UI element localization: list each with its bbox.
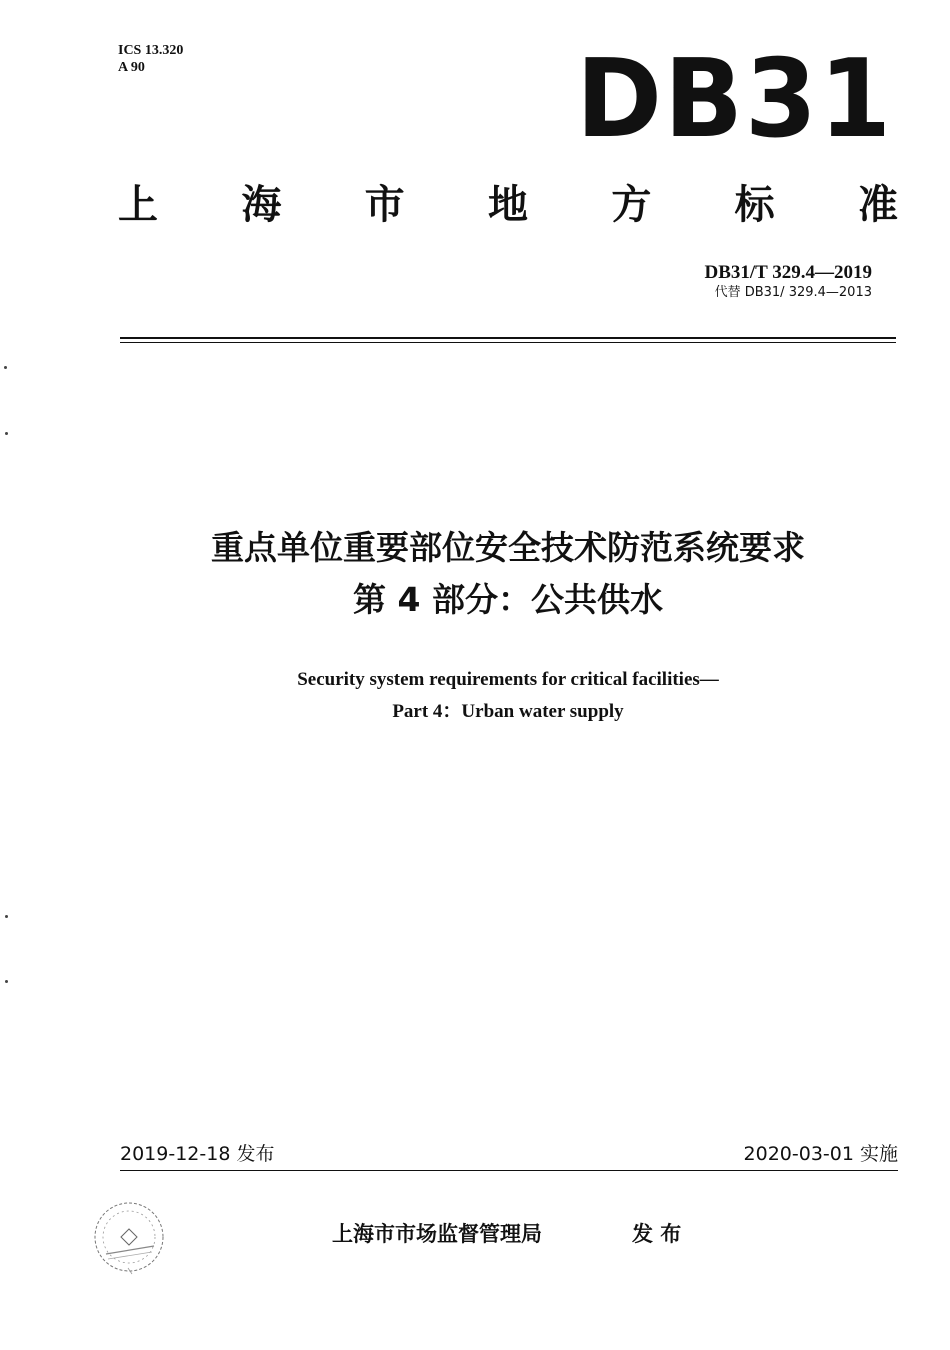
header-rule-thin <box>120 342 896 343</box>
standard-type-title <box>118 180 898 230</box>
replaces-note: 代替 DB31/ 329.4—2013 <box>714 285 872 300</box>
issuing-authority: 上海市市场监督管理局 <box>332 1222 542 1246</box>
footer-rule <box>120 1170 898 1171</box>
chinese-title-line-2: 第 4 部分：公共供水 <box>353 580 663 619</box>
scan-speck <box>4 366 7 369</box>
standard-type-char: 市 <box>364 182 405 228</box>
standard-type-char: 海 <box>241 182 282 228</box>
scan-speck <box>5 915 8 918</box>
issued-label: 发 布 <box>632 1222 682 1246</box>
chinese-title <box>0 522 950 626</box>
implementation-date: 2020-03-01 实施 <box>743 1143 898 1165</box>
standard-type-char: 上 <box>118 182 158 228</box>
db31-logo: DB31 <box>576 37 894 162</box>
standard-type-char: 标 <box>734 182 775 228</box>
scan-speck <box>5 432 8 435</box>
standard-number: DB31/T 329.4—2019 <box>704 262 872 283</box>
scan-speck <box>5 980 8 983</box>
chinese-title-line-1: 重点单位重要部位安全技术防范系统要求 <box>211 528 805 567</box>
english-title-line-1: Security system requirements for critical facilities— <box>297 669 719 690</box>
standard-type-char: 准 <box>857 182 898 228</box>
english-title <box>0 664 950 728</box>
header-rule-thick <box>120 337 896 339</box>
standard-type-char: 地 <box>487 182 528 228</box>
classification-codes <box>118 42 183 76</box>
english-title-line-2: Part 4：Urban water supply <box>392 701 624 722</box>
standard-type-char: 方 <box>611 182 652 228</box>
ics-code: ICS 13.320 <box>118 43 184 58</box>
watermark-stamp-icon <box>88 1196 170 1278</box>
standard-number-block <box>704 262 872 302</box>
issue-date: 2019-12-18 发布 <box>120 1143 275 1165</box>
ccs-code: A 90 <box>118 60 145 75</box>
